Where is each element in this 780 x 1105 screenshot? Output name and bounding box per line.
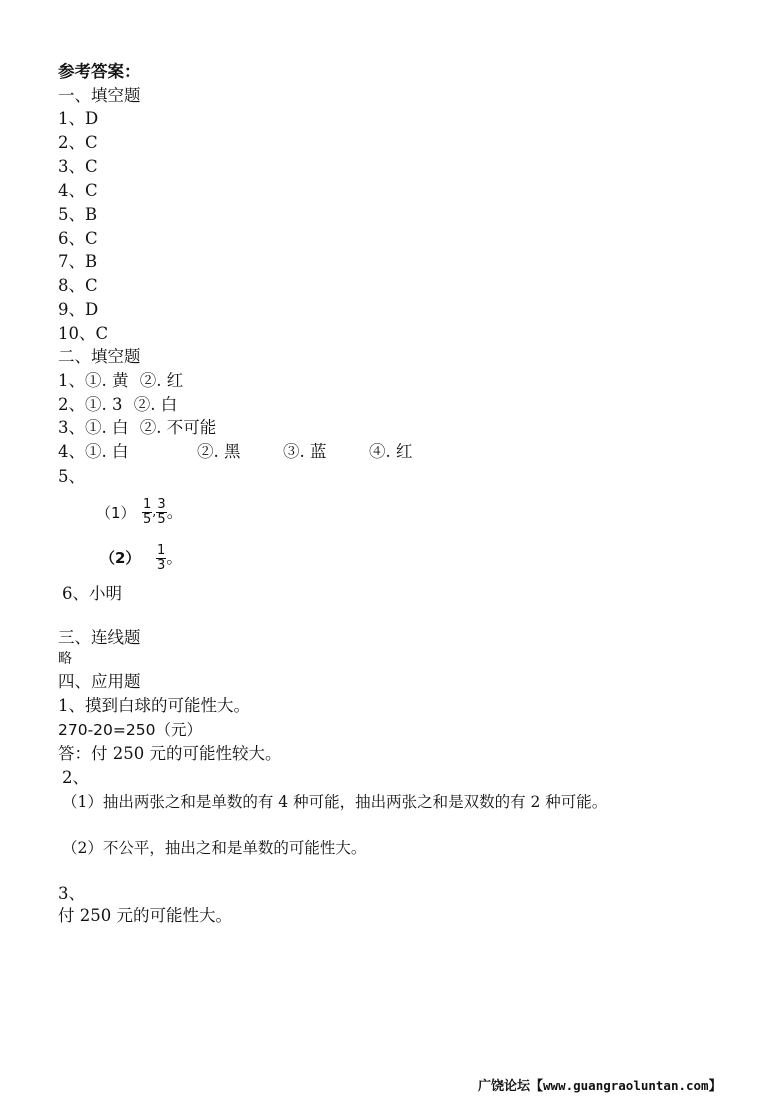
q4-answer-3: ③. 蓝 [283,442,327,461]
section2-q4 [58,440,413,464]
fraction-3-numerator: 1 [157,543,166,558]
section1-item-3: 3、C [58,157,98,176]
q2-answer-2: ②. 白 [133,395,178,414]
q4-answer-2: ②. 黑 [197,442,241,461]
section1-item-2: 2、C [58,133,98,152]
q4-label: 4、 [58,442,85,461]
section1-item-4: 4、C [58,181,98,200]
section4-q3-label: 3、 [58,884,85,903]
section1-item-1: 1、D [58,109,99,128]
section4-q1-line3: 答：付 250 元的可能性较大。 [58,744,282,763]
section3-heading: 三、连线题 [58,628,141,647]
footer-watermark [478,1077,722,1096]
section2-heading: 二、填空题 [58,347,141,366]
q4-answer-4: ④. 红 [369,442,413,461]
fraction-3-denominator: 3 [157,558,166,573]
footer-bracket: 】 [708,1079,722,1094]
q3-answer-2: ②. 不可能 [139,418,217,437]
section2-q3 [58,416,216,440]
footer-url[interactable]: www.guangraoluntan.com [543,1078,709,1093]
section2-q5-part2 [100,540,183,576]
q5-part1-label: （1） [96,503,136,522]
q5-part2-fraction [156,544,166,573]
footer-site-name: 广饶论坛【 [478,1079,544,1094]
section4-q3-answer: 付 250 元的可能性大。 [58,906,232,925]
q2-answer-1: ①. 3 [85,395,123,414]
q3-label: 3、 [58,418,85,437]
section1-item-10: 10、C [58,324,109,343]
q5-part1-separator: , [152,504,157,520]
q5-part2-end: 。 [166,548,183,567]
q5-part1-end: 。 [166,502,184,522]
section3-answer: 略 [58,651,72,667]
q3-answer-1: ①. 白 [85,418,129,437]
section4-q2-label: 2、 [62,768,89,787]
q2-label: 2、 [58,395,85,414]
section1-item-9: 9、D [58,300,99,319]
q4-answer-1: ①. 白 [85,442,129,461]
section4-heading: 四、应用题 [58,672,141,691]
section4-q1-line1: 1、摸到白球的可能性大。 [58,696,250,715]
section2-q5-part1 [96,494,183,531]
q5-part1-fraction-1 [142,498,152,527]
section4-q1-line2: 270-20=250（元） [58,721,202,739]
section1-item-6: 6、C [58,229,98,248]
q1-answer-1: ①. 黄 [85,371,129,390]
fraction-1-numerator: 1 [143,497,152,512]
section1-heading: 一、填空题 [58,86,141,105]
section2-q1 [58,369,183,393]
q5-part2-label: （2） [100,549,141,567]
section2-q5-label: 5、 [58,467,85,486]
q1-label: 1、 [58,371,85,390]
answer-key-title: 参考答案： [58,62,141,81]
section1-item-8: 8、C [58,276,98,295]
section4-q2-part1: （1）抽出两张之和是单数的有 4 种可能，抽出两张之和是双数的有 2 种可能。 [62,793,608,811]
section1-item-5: 5、B [58,205,98,224]
q1-answer-2: ②. 红 [139,371,184,390]
section4-q2-part2: （2）不公平，抽出之和是单数的可能性大。 [62,839,367,857]
fraction-2-numerator: 3 [157,497,166,512]
fraction-2-denominator: 5 [157,512,166,527]
section1-item-7: 7、B [58,252,98,271]
fraction-1-denominator: 5 [143,512,152,527]
section2-q6: 6、小明 [62,584,122,603]
section2-q2 [58,393,177,417]
q5-part1-fraction-2 [156,498,166,527]
